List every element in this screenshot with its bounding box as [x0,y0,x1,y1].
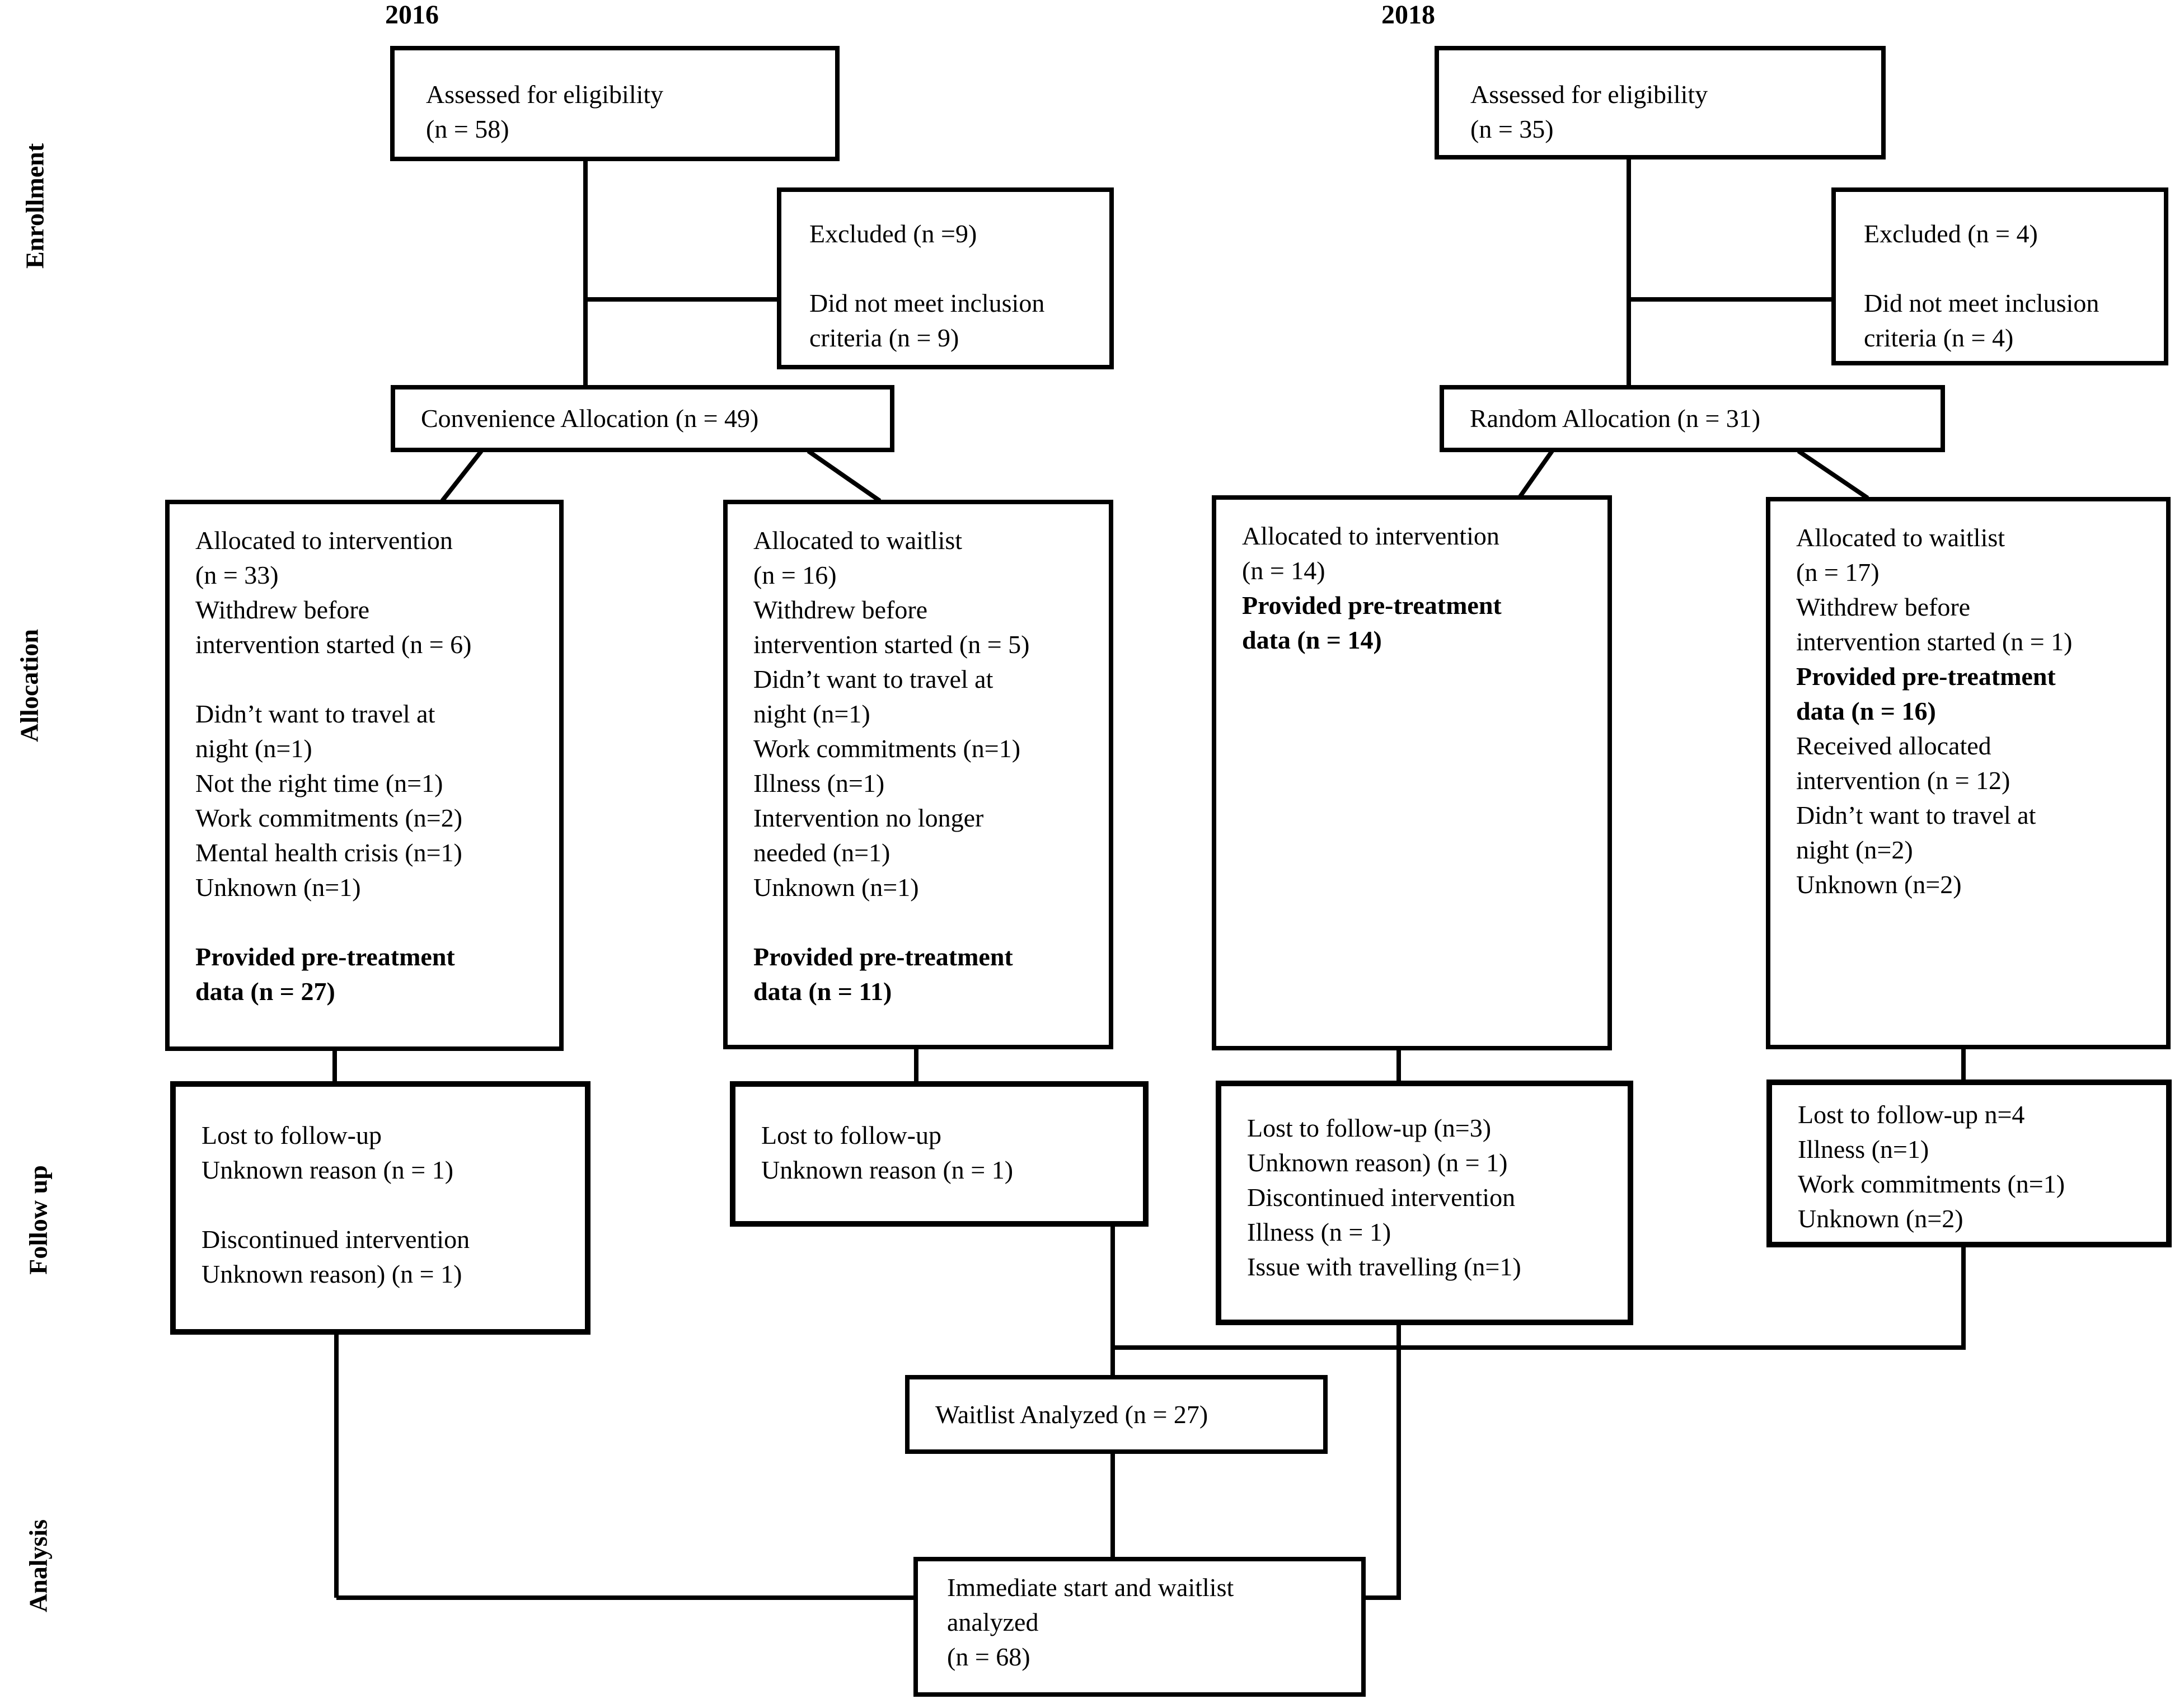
box-text-line: (n = 35) [1470,115,1554,143]
box-text-line: Unknown reason (n = 1) [201,1156,454,1184]
box-text-line: Lost to follow-up [761,1121,941,1149]
box-text-line: Lost to follow-up (n=3) [1247,1114,1492,1142]
box-text-line: analyzed [947,1608,1039,1636]
box-text-line: night (n=1) [753,700,870,728]
box-text-line: Illness (n = 1) [1247,1218,1391,1246]
box-followup-intervention-2016 [170,1081,590,1335]
box-text-line: Lost to follow-up n=4 [1798,1100,2025,1129]
box-text-line: Illness (n=1) [753,769,885,797]
box-followup-intervention-2018 [1216,1081,1633,1325]
box-allocated-intervention-2018 [1212,495,1612,1050]
connector-random-to-waitlist2018 [1798,451,1868,498]
box-text-line: data (n = 11) [753,977,892,1006]
box-text-line: intervention started (n = 1) [1796,627,2073,656]
box-text-line: criteria (n = 4) [1864,323,2014,352]
box-text-line: Discontinued intervention [1247,1183,1516,1212]
box-text-line: criteria (n = 9) [809,323,959,352]
box-text-line: Random Allocation (n = 31) [1470,404,1761,433]
box-text-line: Didn’t want to travel at [1796,801,2036,829]
box-allocated-waitlist-2016 [723,500,1113,1049]
box-text-line: Lost to follow-up [201,1121,382,1149]
box-text-line: Allocated to waitlist [753,526,963,555]
box-followup-waitlist-2018 [1766,1080,2172,1247]
box-text-line: (n = 33) [195,561,279,589]
connector-convenience-to-waitlist2016 [808,451,880,501]
box-text-line: Mental health crisis (n=1) [195,838,462,867]
box-text-line: (n = 16) [753,561,837,589]
box-text-line: Allocated to waitlist [1796,523,2005,552]
column-title-2016: 2016 [385,0,439,30]
box-text-line: Excluded (n =9) [809,219,977,248]
box-text-line: Work commitments (n=1) [753,734,1021,763]
box-text-line: Unknown reason (n = 1) [761,1156,1014,1184]
box-text-line: Provided pre-treatment [1242,591,1502,619]
box-text-line: (n = 58) [426,115,509,143]
box-text-line: Withdrew before [1796,593,1971,621]
box-text-line: Did not meet inclusion [809,289,1045,317]
box-text-line: night (n=2) [1796,836,1913,864]
box-text-line: Assessed for eligibility [426,80,664,109]
box-text-line: Provided pre-treatment [195,942,455,971]
column-title-2018: 2018 [1381,0,1435,30]
box-text-line: Unknown (n=2) [1798,1204,1963,1233]
box-text-line: Assessed for eligibility [1470,80,1708,109]
box-text-line: Work commitments (n=2) [195,804,463,832]
box-text-line: Issue with travelling (n=1) [1247,1252,1521,1281]
box-text-line: Discontinued intervention [201,1225,470,1254]
connector-convenience-to-intervention2016 [442,451,481,501]
box-text-line: Waitlist Analyzed (n = 27) [935,1400,1208,1429]
box-text-line: Not the right time (n=1) [195,769,443,797]
box-assessed-eligibility-2018 [1435,46,1886,159]
box-text-line: Unknown (n=1) [195,873,361,902]
box-text-line [195,662,550,697]
box-text-line: Withdrew before [753,595,928,624]
box-text-line: Unknown (n=2) [1796,870,1962,899]
connector-random-to-intervention2018 [1520,451,1552,496]
box-text-line: Allocated to intervention [195,526,453,555]
box-text-line: Provided pre-treatment [1796,662,2056,691]
box-text-line: (n = 68) [947,1642,1030,1671]
box-text-line [195,905,550,940]
box-text-line: data (n = 16) [1796,697,1936,725]
stage-label-enrollment: Enrollment [20,143,49,269]
box-text-line: Convenience Allocation (n = 49) [421,404,759,433]
box-text-line: needed (n=1) [753,838,891,867]
box-text-line: Immediate start and waitlist [947,1573,1234,1602]
box-text-line [753,905,1100,940]
box-waitlist-analyzed [905,1375,1328,1454]
box-text-line: (n = 14) [1242,556,1325,585]
box-text-line: Provided pre-treatment [753,942,1013,971]
box-text-line: Allocated to intervention [1242,522,1499,550]
box-immediate-and-waitlist-analyzed [913,1557,1366,1697]
box-text-line: Illness (n=1) [1798,1135,1929,1163]
box-text-line [201,1188,576,1222]
box-allocated-intervention-2016 [165,500,564,1051]
stage-label-followup: Follow up [24,1165,53,1275]
box-text-line: Didn’t want to travel at [753,665,993,693]
box-text-line: data (n = 27) [195,977,335,1006]
box-text-line: Work commitments (n=1) [1798,1170,2065,1198]
box-text-line: night (n=1) [195,734,312,763]
box-text-line: Received allocated [1796,731,1991,760]
box-text-line: (n = 17) [1796,558,1880,586]
box-text-line [1864,251,2155,286]
box-excluded-2018 [1831,187,2168,365]
box-followup-waitlist-2016 [730,1081,1149,1227]
box-text-line: intervention started (n = 6) [195,630,472,659]
box-text-line: Did not meet inclusion [1864,289,2099,317]
box-convenience-allocation [391,385,894,452]
stage-label-analysis: Analysis [24,1519,53,1613]
box-text-line: Didn’t want to travel at [195,700,435,728]
box-text-line: Unknown reason) (n = 1) [201,1260,462,1288]
box-text-line: Unknown reason) (n = 1) [1247,1148,1508,1177]
box-allocated-waitlist-2018 [1766,497,2171,1049]
box-text-line: Withdrew before [195,595,370,624]
box-text-line: intervention started (n = 5) [753,630,1030,659]
box-random-allocation [1440,385,1945,452]
box-text-line: Unknown (n=1) [753,873,919,902]
box-text-line: intervention (n = 12) [1796,766,2010,795]
box-excluded-2016 [777,187,1114,369]
box-text-line [809,251,1100,286]
stage-label-allocation: Allocation [15,629,44,742]
box-text-line: Intervention no longer [753,804,984,832]
box-text-line: data (n = 14) [1242,626,1382,654]
box-assessed-eligibility-2016 [390,46,840,161]
box-text-line: Excluded (n = 4) [1864,219,2038,248]
